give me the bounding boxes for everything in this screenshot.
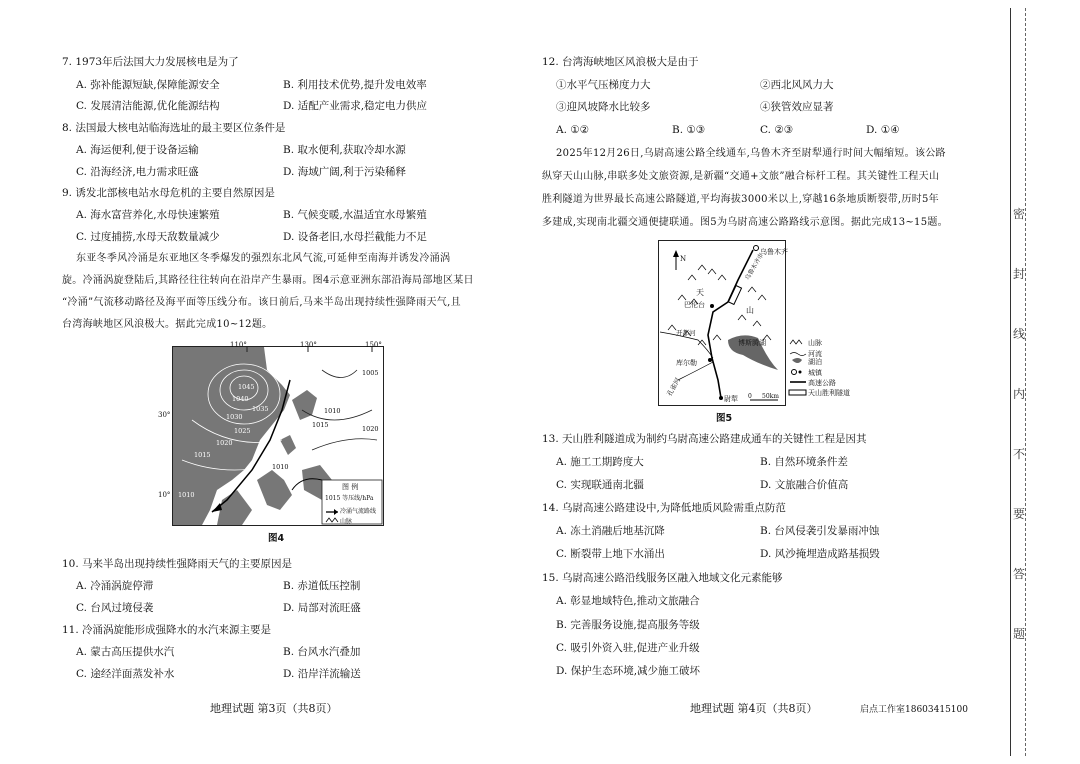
binding-line-outer [1010, 8, 1011, 756]
figure-4-caption: 图4 [268, 533, 285, 544]
q11-option-b: B. 台风水汽叠加 [283, 646, 361, 658]
binding-char-8: 题 [1013, 627, 1026, 641]
legend5-highway: 高速公路 [808, 379, 836, 387]
passage2-line-4: 多建成,实现南北疆交通便捷联通。图5为乌尉高速公路路线示意图。据此完成13~15题。 [542, 217, 948, 228]
q15-option-d: D. 保护生态环境,减少施工破坏 [556, 665, 701, 677]
isobar-1015-e: 1015 [312, 421, 329, 429]
q12-option-b: B. ①③ [672, 124, 706, 136]
binding-char-4: 内 [1013, 387, 1026, 401]
q11-stem: 11. 冷涌涡旋能形成强降水的水汽来源主要是 [62, 624, 272, 636]
q14-option-c: C. 断裂带上地下水涌出 [556, 548, 665, 560]
legend-cold-surge: 冷涌气流路线 [340, 508, 377, 515]
isobar-1010-sw: 1010 [178, 491, 195, 499]
q7-stem: 7. 1973年后法国大力发展核电是为了 [62, 56, 239, 68]
q12-option-c: C. ②③ [760, 124, 794, 136]
q14-option-b: B. 台风侵袭引发暴雨冲蚀 [760, 525, 880, 537]
q10-option-a: A. 冷涌涡旋停滞 [76, 580, 154, 592]
binding-char-7: 答 [1013, 567, 1026, 581]
q9-stem: 9. 诱发北部核电站水母危机的主要自然原因是 [62, 187, 275, 199]
place-korla: 库尔勒 [676, 359, 697, 367]
q12-stem: 12. 台湾海峡地区风浪极大是由于 [542, 56, 699, 68]
footer-page-4: 地理试题 第4页（共8页） [690, 702, 818, 715]
q12-item-4: ④狭管效应显著 [760, 101, 834, 113]
q10-stem: 10. 马来半岛出现持续性强降雨天气的主要原因是 [62, 558, 293, 570]
studio-contact: 启点工作室18603415100 [860, 705, 968, 715]
passage2-line-3: 胜利隧道为世界最长高速公路隧道,平均海拔3000米以上,穿越16条地质断裂带,历时5年 [542, 194, 939, 205]
lon-label-130: 130° [300, 341, 317, 349]
q15-option-c: C. 吸引外资入驻,促进产业升级 [556, 642, 700, 654]
binding-char-5: 不 [1013, 447, 1026, 461]
q15-option-b: B. 完善服务设施,提高服务等级 [556, 619, 700, 631]
legend-isobar: 1015 等压线/hPa [325, 495, 374, 502]
binding-char-3: 线 [1013, 327, 1026, 341]
q13-option-c: C. 实现联通南北疆 [556, 479, 644, 491]
passage2-line-1: 2025年12月26日,乌尉高速公路全线通车,乌鲁木齐至尉犁通行时间大幅缩短。该公路 [556, 148, 946, 159]
q13-stem: 13. 天山胜利隧道成为制约乌尉高速公路建成通车的关键性工程是因其 [542, 433, 867, 445]
legend-mountain: 山脉 [340, 518, 353, 525]
q12-option-a: A. ①② [556, 124, 590, 136]
legend5-town: 城镇 [808, 369, 822, 377]
q8-option-c: C. 沿海经济,电力需求旺盛 [76, 166, 199, 178]
q8-stem: 8. 法国最大核电站临海选址的最主要区位条件是 [62, 122, 286, 134]
passage-line-4: 台湾海峡地区风浪极大。据此完成10~12题。 [62, 319, 273, 330]
q11-option-d: D. 沿岸洋流输送 [283, 668, 361, 680]
q8-option-a: A. 海运便利,便于设备运输 [76, 144, 199, 156]
isobar-1010-e: 1010 [324, 407, 341, 415]
binding-char-6: 要 [1013, 507, 1026, 521]
q10-option-c: C. 台风过境侵袭 [76, 602, 154, 614]
q7-option-d: D. 适配产业需求,稳定电力供应 [283, 100, 428, 112]
figure-4-map [158, 340, 384, 526]
q7-option-a: A. 弥补能源短缺,保障能源安全 [76, 79, 220, 91]
north-label: N [680, 255, 687, 263]
q7-option-b: B. 利用技术优势,提升发电效率 [283, 79, 427, 91]
place-urumqi: 乌鲁木齐 [760, 248, 788, 256]
scale-zero: 0 [748, 393, 752, 400]
isobar-1005: 1005 [362, 369, 379, 377]
passage-line-2: 旋。冷涌涡旋登陆后,其路径往往转向在沿岸产生暴雨。图4示意亚洲东部沿海局部地区某日 [62, 275, 474, 286]
legend5-river: 河流 [808, 350, 822, 358]
isobar-1025: 1025 [234, 427, 251, 435]
place-baluntai: 巴伦台 [684, 301, 705, 309]
tunnel-road-label: 乌鲁木齐市 [744, 252, 766, 282]
place-kongque-river: 孔雀河 [665, 376, 683, 398]
q9-option-b: B. 气候变暖,水温适宜水母繁殖 [283, 209, 427, 221]
q8-option-b: B. 取水便利,获取冷却水源 [283, 144, 406, 156]
q15-option-a: A. 彰显地域特色,推动文旅融合 [556, 595, 700, 607]
q10-option-d: D. 局部对流旺盛 [283, 602, 361, 614]
binding-line-dashed [1025, 8, 1026, 756]
figure-5-map [658, 240, 858, 406]
scale-50km: 50km [762, 393, 779, 400]
footer-page-3: 地理试题 第3页（共8页） [210, 702, 338, 715]
isobar-1030: 1030 [226, 413, 243, 421]
q9-option-d: D. 设备老旧,水母拦截能力不足 [283, 231, 428, 243]
q13-option-d: D. 文旅融合价值高 [760, 479, 849, 491]
legend5-lake: 湖泊 [808, 358, 822, 366]
isobar-1010-s: 1010 [272, 463, 289, 471]
legend5-tunnel: 天山胜利隧道 [808, 389, 850, 397]
place-tian: 天 [696, 288, 704, 297]
q7-option-c: C. 发展清洁能源,优化能源结构 [76, 100, 220, 112]
q11-option-c: C. 途经洋面蒸发补水 [76, 668, 175, 680]
q10-option-b: B. 赤道低压控制 [283, 580, 361, 592]
binding-char-1: 密 [1013, 207, 1026, 221]
isobar-1035: 1035 [252, 405, 269, 413]
q14-option-a: A. 冻土消融后地基沉降 [556, 525, 665, 537]
figure-5-caption: 图5 [716, 413, 733, 424]
q14-stem: 14. 乌尉高速公路建设中,为降低地质风险需重点防范 [542, 502, 786, 514]
lon-label-150: 150° [365, 341, 382, 349]
q12-item-2: ②西北风风力大 [760, 79, 834, 91]
q14-option-d: D. 风沙掩埋造成路基损毁 [760, 548, 880, 560]
isobar-1045: 1045 [238, 383, 255, 391]
place-bosten-lake: 博斯腾湖 [738, 339, 766, 347]
q12-item-1: ①水平气压梯度力大 [556, 79, 651, 91]
binding-char-2: 封 [1013, 267, 1026, 281]
legend-title: 图 例 [342, 483, 359, 491]
q8-option-d: D. 海域广阔,利于污染稀释 [283, 166, 407, 178]
isobar-1015: 1015 [194, 451, 211, 459]
place-shan: 山 [746, 306, 754, 315]
q12-option-d: D. ①④ [866, 124, 900, 136]
q9-option-c: C. 过度捕捞,水母天敌数量减少 [76, 231, 220, 243]
lon-label-110: 110° [230, 341, 247, 349]
passage2-line-2: 纵穿天山山脉,串联多处文旅资源,是新疆“交通+文旅”融合标杆工程。其关键性工程天山 [542, 171, 940, 182]
q9-option-a: A. 海水富营养化,水母快速繁殖 [76, 209, 220, 221]
q12-item-3: ③迎风坡降水比较多 [556, 101, 651, 113]
lat-label-30: 30° [158, 411, 171, 419]
q11-option-a: A. 蒙古高压提供水汽 [76, 646, 175, 658]
passage-line-1: 东亚冬季风冷涌是东亚地区冬季爆发的强烈东北风气流,可延伸至南海并诱发冷涌涡 [76, 253, 451, 264]
isobar-1020: 1020 [216, 439, 233, 447]
q15-stem: 15. 乌尉高速公路沿线服务区融入地域文化元素能够 [542, 572, 783, 584]
isobar-1020-e: 1020 [362, 425, 379, 433]
lat-label-10: 10° [158, 491, 171, 499]
place-kaidu-river: 开都河 [676, 329, 696, 337]
legend5-mountain: 山脉 [808, 339, 822, 347]
passage-line-3: “冷涌”气流移动路径及海平面等压线分布。该日前后,马来半岛出现持续性强降雨天气,且 [62, 297, 461, 308]
q13-option-b: B. 自然环境条件差 [760, 456, 848, 468]
place-yuli: 尉犁 [724, 395, 738, 403]
isobar-1040: 1040 [232, 395, 249, 403]
q13-option-a: A. 施工工期跨度大 [556, 456, 644, 468]
